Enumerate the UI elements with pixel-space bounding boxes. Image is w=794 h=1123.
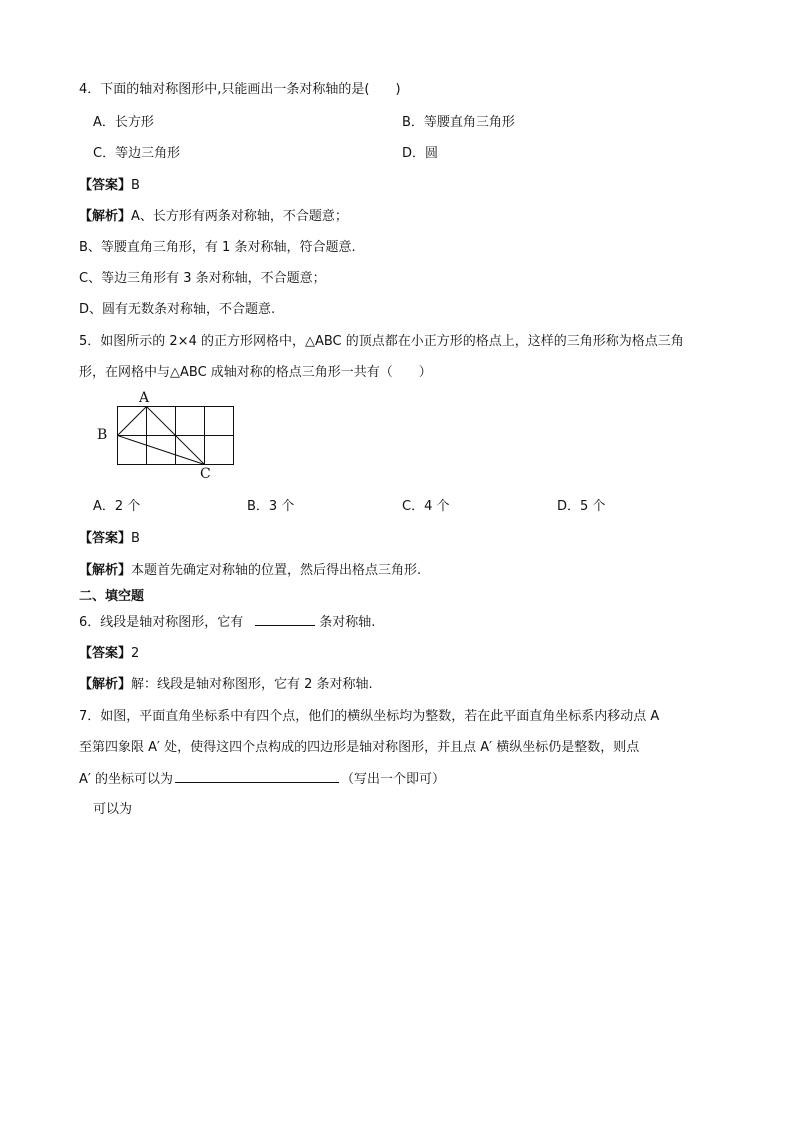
q7-line1: 7．如图，平面直角坐标系中有四个点，他们的横纵坐标均为整数，若在此平面直角坐标系内移动点 A bbox=[79, 709, 660, 724]
analysis-text: 本题首先确定对称轴的位置，然后得出格点三角形. bbox=[131, 563, 422, 578]
section-title: 二、填空题 bbox=[79, 589, 145, 604]
triangle-side-ab bbox=[118, 407, 147, 436]
grid-diagram bbox=[92, 392, 252, 487]
q4-option-c: C．等边三角形 bbox=[93, 146, 181, 161]
q4-stem: 4．下面的轴对称图形中,只能画出一条对称轴的是( ) bbox=[79, 82, 401, 97]
q4-option-b: B．等腰直角三角形 bbox=[402, 115, 515, 130]
answer-tag: 【答案】 bbox=[79, 178, 132, 193]
q5-stem-line2: 形，在网格中与△ABC 成轴对称的格点三角形一共有（ ） bbox=[79, 365, 432, 380]
q7-line3-before: A′ 的坐标可以为 bbox=[79, 772, 173, 787]
q4-option-d: D．圆 bbox=[402, 146, 439, 161]
q5-option-a: A．2 个 bbox=[93, 499, 141, 514]
answer-value: B bbox=[131, 178, 140, 193]
q4-analysis-line-c: C、等边三角形有 3 条对称轴，不合题意； bbox=[79, 271, 326, 286]
q5-stem-line1: 5．如图所示的 2×4 的正方形网格中，△ABC 的顶点都在小正方形的格点上，这样的三角形称为格点三角 bbox=[79, 334, 684, 349]
q7-answer-line: 可以为 bbox=[93, 802, 133, 817]
vertex-label-a: A bbox=[139, 390, 150, 406]
vertex-label-c: C bbox=[200, 466, 211, 482]
q5-analysis bbox=[79, 562, 421, 580]
q7-line2: 至第四象限 A′ 处，使得这四个点构成的四边形是轴对称图形，并且点 A′ 横纵坐标仍是整数，则点 bbox=[79, 740, 640, 755]
analysis-text: 解：线段是轴对称图形，它有 2 条对称轴. bbox=[131, 677, 373, 692]
q4-analysis-line-b: B、等腰直角三角形，有 1 条对称轴，符合题意. bbox=[79, 240, 356, 255]
q7-line3 bbox=[79, 770, 445, 789]
q4-answer bbox=[79, 177, 140, 195]
answer-value: B bbox=[131, 531, 140, 546]
answer-value: 2 bbox=[131, 646, 140, 661]
triangle-side-bc bbox=[118, 436, 205, 465]
q5-option-d: D．5 个 bbox=[557, 499, 606, 514]
answer-tag: 【答案】 bbox=[79, 646, 132, 661]
q7-answer-blank[interactable] bbox=[175, 770, 339, 783]
answer-tag: 【答案】 bbox=[79, 531, 132, 546]
analysis-tag: 【解析】 bbox=[79, 563, 132, 578]
q6-answer-blank[interactable] bbox=[255, 613, 315, 626]
vertex-label-b: B bbox=[97, 427, 108, 443]
q4-analysis bbox=[79, 208, 348, 226]
q6-stem-after: 条对称轴. bbox=[319, 615, 376, 630]
analysis-tag: 【解析】 bbox=[79, 209, 132, 224]
q4-option-a: A．长方形 bbox=[93, 115, 154, 130]
q6-answer bbox=[79, 645, 139, 663]
q6-stem-before: 6．线段是轴对称图形，它有 bbox=[79, 615, 244, 630]
grid-figure bbox=[92, 392, 252, 491]
analysis-tag: 【解析】 bbox=[79, 677, 132, 692]
q5-option-b: B．3 个 bbox=[247, 499, 295, 514]
q6-analysis bbox=[79, 676, 373, 694]
analysis-line: A、长方形有两条对称轴，不合题意； bbox=[131, 209, 348, 224]
q6-stem bbox=[79, 613, 375, 632]
q5-answer bbox=[79, 530, 140, 548]
q5-option-c: C．4 个 bbox=[402, 499, 450, 514]
q7-line3-after: （写出一个即可） bbox=[340, 772, 445, 787]
q4-analysis-line-d: D、圆有无数条对称轴，不合题意. bbox=[79, 302, 276, 317]
